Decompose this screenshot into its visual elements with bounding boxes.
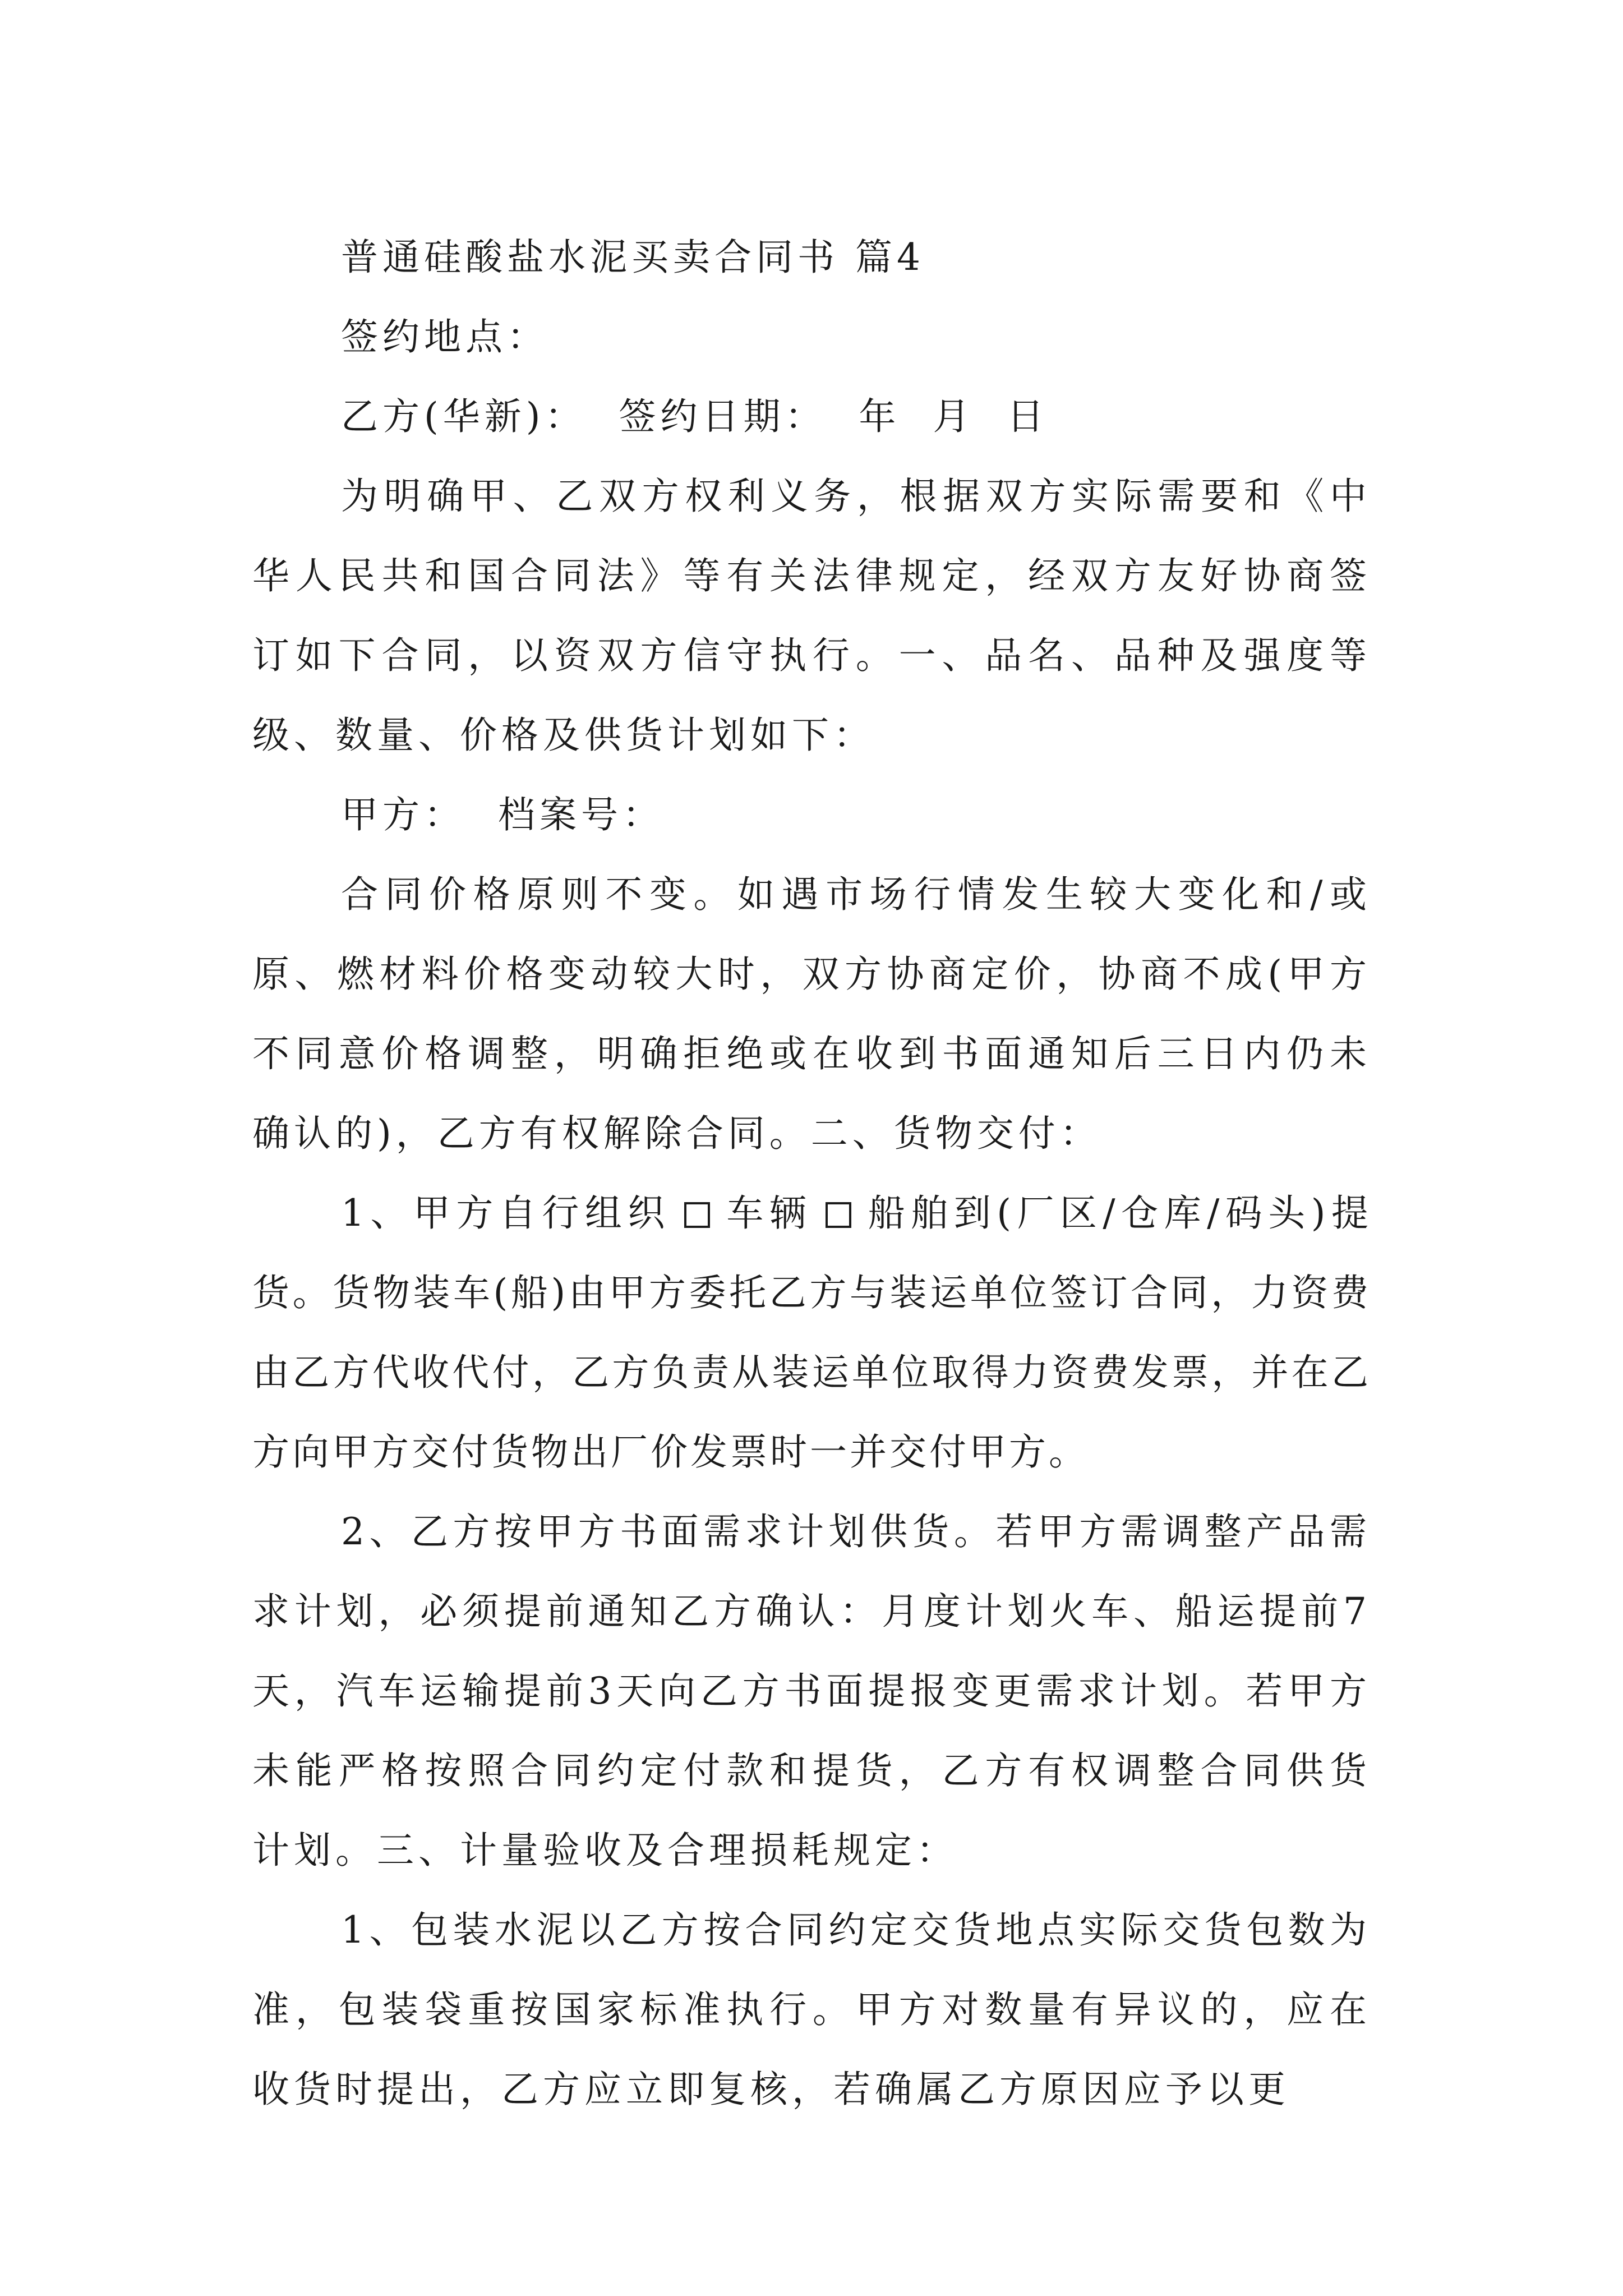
measure-item-1-paragraph: 1、包装水泥以乙方按合同约定交货地点实际交货包数为准，包装袋重按国家标准执行。甲方对数量有异议的，应在收货时提出，乙方应立即复核，若确属乙方原因应予以更 [252, 1908, 1371, 2111]
price-clause-paragraph: 合同价格原则不变。如遇市场行情发生较大变化和/或原、燃材料价格变动较大时，双方协商定价，协商不成(甲方不同意价格调整，明确拒绝或在收到书面通知后三日内仍未确认的)，乙方有权解除合同。二、货物交付： [252, 873, 1371, 1155]
signing-place-line: 签约地点： [341, 315, 548, 358]
delivery-item-1-lead: 1、甲方自行组织 [341, 1191, 671, 1235]
intro-paragraph: 为明确甲、乙双方权利义务，根据双方实际需要和《中华人民共和国合同法》等有关法律规定，经双方友好协商签订如下合同，以资双方信守执行。一、品名、品种及强度等级、数量、价格及供货计划如下： [252, 475, 1371, 757]
ship-label: 船舶到(厂区/仓库/码头) [865, 1191, 1329, 1235]
ship-checkbox[interactable] [826, 1202, 851, 1228]
delivery-item-1-body: 提货。货物装车(船)由甲方委托乙方与装运单位签订合同，力资费由乙方代收代付，乙方负责从装运单位取得力资费发票，并在乙方向甲方交付货物出厂价发票时一并交付甲方。 [252, 1191, 1371, 1474]
vehicle-label: 车辆 [723, 1191, 813, 1235]
delivery-item-1-paragraph [252, 1174, 1371, 1492]
vehicle-checkbox[interactable] [684, 1202, 710, 1228]
party-b-date-line: 乙方(华新)： 签约日期： 年 月 日 [341, 395, 1049, 438]
party-a-line: 甲方： 档案号： [341, 793, 664, 836]
delivery-item-2-paragraph: 2、乙方按甲方书面需求计划供货。若甲方需调整产品需求计划，必须提前通知乙方确认：月度计划火车、船运提前7天，汽车运输提前3天向乙方书面提报变更需求计划。若甲方未能严格按照合同约定付款和提货，乙方有权调整合同供货计划。三、计量验收及合理损耗规定： [252, 1510, 1371, 1872]
document-body [252, 218, 1371, 2129]
document-title: 普通硅酸盐水泥买卖合同书 篇4 [341, 236, 925, 279]
